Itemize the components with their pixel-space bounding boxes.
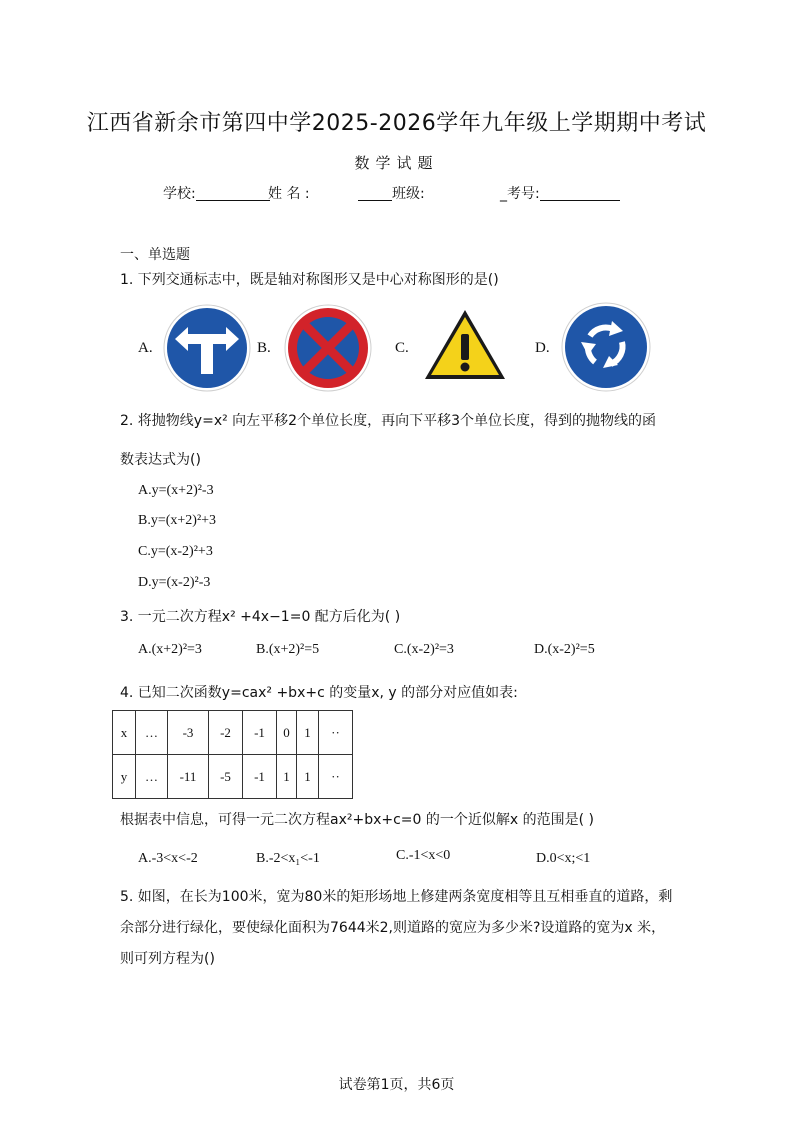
q4-option-d: D.0<x;<1 xyxy=(536,851,591,866)
table-cell: -11 xyxy=(168,755,209,799)
sign-warning-icon xyxy=(423,308,507,382)
q4-option-c: C.-1<x<0 xyxy=(396,848,451,863)
table-cell: -5 xyxy=(209,755,243,799)
sign-roundabout-icon xyxy=(561,302,651,392)
q1-label-b: B. xyxy=(257,340,271,356)
q3-text: 3. 一元二次方程x² +4x−1=0 配方后化为( ) xyxy=(120,609,401,625)
page-title: 江西省新余市第四中学2025-2026学年九年级上学期期中考试 xyxy=(86,111,707,136)
table-row xyxy=(113,711,353,755)
q2-option-c: C.y=(x-2)²+3 xyxy=(138,544,213,559)
exam-no-field xyxy=(500,183,620,203)
table-cell: -2 xyxy=(209,711,243,755)
table-cell: ·· xyxy=(319,711,353,755)
q2-line2: 数表达式为() xyxy=(120,452,201,468)
q1-text: 1. 下列交通标志中，既是轴对称图形又是中心对称图形的是() xyxy=(120,272,499,288)
table-cell: x xyxy=(113,711,136,755)
q2-option-b: B.y=(x+2)²+3 xyxy=(138,513,217,528)
table-cell: … xyxy=(136,711,168,755)
page-footer: 试卷第1页，共6页 xyxy=(338,1077,455,1093)
q2-option-d: D.y=(x-2)²-3 xyxy=(138,575,211,590)
q4-option-b: B.-2<x₁<-1 xyxy=(256,851,320,866)
table-cell: 1 xyxy=(297,711,319,755)
class-field xyxy=(358,183,425,203)
q2-option-a: A.y=(x+2)²-3 xyxy=(138,483,214,498)
name-label: 姓 名 : xyxy=(268,186,310,202)
q3-option-a: A.(x+2)²=3 xyxy=(138,642,202,657)
q2-line1: 2. 将抛物线y=x² 向左平移2个单位长度，再向下平移3个单位长度，得到的抛物线的函 xyxy=(120,413,656,429)
q1-label-d: D. xyxy=(535,340,550,356)
exam-no-label: _考号: xyxy=(500,186,540,202)
q4-option-a: A.-3<x<-2 xyxy=(138,851,198,866)
q3-option-b: B.(x+2)²=5 xyxy=(256,642,320,657)
school-label: 学校: xyxy=(163,186,196,202)
subtitle: 数学试题 xyxy=(354,154,439,172)
q4-question: 根据表中信息，可得一元二次方程ax²+bx+c=0 的一个近似解x 的范围是( ) xyxy=(120,812,595,828)
q1-label-a: A. xyxy=(138,340,153,356)
section-heading: 一、单选题 xyxy=(120,247,190,263)
name-field xyxy=(268,183,310,203)
q3-option-c: C.(x-2)²=3 xyxy=(394,642,454,657)
q3-option-d: D.(x-2)²=5 xyxy=(534,642,595,657)
school-field xyxy=(163,183,270,203)
class-label: 班级: xyxy=(392,186,425,202)
table-cell: y xyxy=(113,755,136,799)
sign-no-parking-icon xyxy=(283,304,373,392)
q5-line3: 则可列方程为() xyxy=(120,951,215,967)
table-cell: 1 xyxy=(277,755,297,799)
q5-line2: 余部分进行绿化，要使绿化面积为7644米2,则道路的宽应为多少米?设道路的宽为x 米， xyxy=(120,920,666,936)
sign-turn-left-right-icon xyxy=(162,304,252,392)
q5-line1: 5. 如图，在长为100米，宽为80米的矩形场地上修建两条宽度相等且互相垂直的道路，剩 xyxy=(120,889,673,905)
table-cell: ·· xyxy=(319,755,353,799)
table-cell: -1 xyxy=(243,711,277,755)
table-row xyxy=(113,755,353,799)
table-cell: -1 xyxy=(243,755,277,799)
table-cell: -3 xyxy=(168,711,209,755)
q4-text: 4. 已知二次函数y=cax² +bx+c 的变量x, y 的部分对应值如表: xyxy=(120,685,518,701)
q1-label-c: C. xyxy=(395,340,409,356)
table-cell: 1 xyxy=(297,755,319,799)
table-cell: 0 xyxy=(277,711,297,755)
table-cell: … xyxy=(136,755,168,799)
value-table xyxy=(112,710,353,799)
